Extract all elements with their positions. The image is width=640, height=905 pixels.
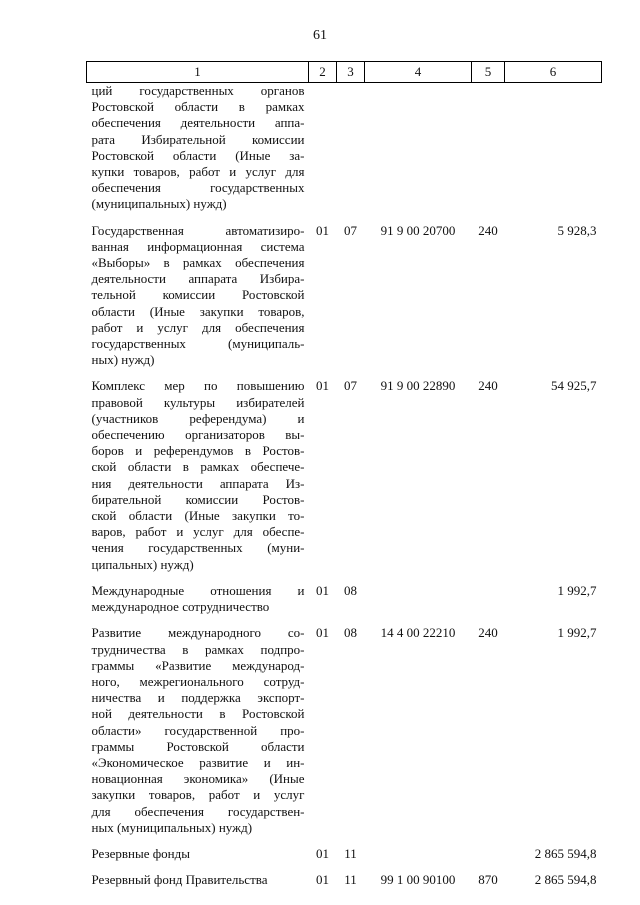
- row-description: [87, 617, 309, 838]
- description-line: боров и референдумов в Ростов-: [91, 443, 305, 459]
- target-article-code: 91 9 00 20700: [380, 222, 456, 238]
- amount-value: 54 925,7: [551, 378, 597, 394]
- subsection-code: [337, 83, 365, 215]
- description-line: ципальных) нужд): [91, 556, 194, 572]
- row-description: [87, 370, 309, 574]
- table-row: [87, 370, 602, 574]
- description-line: закупки товаров, работ и услуг: [91, 787, 305, 803]
- description-line: государственных (муниципаль-: [91, 336, 305, 352]
- description-line: варов, работ и услуг для обеспе-: [91, 524, 305, 540]
- description-line: для обеспечения государствен-: [91, 803, 305, 819]
- row-description: [87, 83, 309, 215]
- description-line: «Выборы» в рамках обеспечения: [91, 255, 305, 271]
- description-line: обеспечения государственных: [91, 180, 305, 196]
- amount-value: 2 865 594,8: [534, 872, 597, 888]
- description-line: Ростовской области (Иные за-: [91, 147, 305, 163]
- table-row: [87, 617, 602, 838]
- description-line: ничества и поддержка экспорт-: [91, 690, 305, 706]
- description-line: тельной комиссии Ростовской: [91, 287, 305, 303]
- description-line: обеспечения деятельности аппа-: [91, 115, 305, 131]
- column-header: 5: [472, 62, 505, 83]
- description-line: международное сотрудничество: [91, 599, 270, 615]
- amount-value: 1 992,7: [557, 582, 597, 598]
- target-article-code: [365, 575, 472, 617]
- column-number-header-row: [87, 62, 602, 83]
- description-line: области (Иные закупки товаров,: [91, 303, 305, 319]
- description-line: ской области (Иные закупки то-: [91, 508, 305, 524]
- section-code: 01: [316, 872, 329, 888]
- target-article-code: [365, 83, 472, 215]
- row-description: [87, 838, 309, 864]
- subsection-code: 08: [344, 582, 357, 598]
- description-line: деятельности аппарата Избира-: [91, 271, 305, 287]
- description-line: ций государственных органов: [91, 83, 305, 98]
- description-line: ния деятельности аппарата Из-: [91, 475, 305, 491]
- target-article-code: 99 1 00 90100: [380, 872, 456, 888]
- expense-type-code: 240: [478, 222, 498, 238]
- row-description: [87, 575, 309, 617]
- description-line: области» государственной про-: [91, 722, 305, 738]
- description-line: Резервный фонд Правительства: [91, 872, 268, 888]
- description-line: купки товаров, работ и услуг для: [91, 164, 305, 180]
- description-line: ных) нужд): [91, 352, 155, 368]
- expense-type-code: 870: [478, 872, 498, 888]
- table-row: [87, 83, 602, 215]
- column-header: 6: [505, 62, 602, 83]
- amount-value: 2 865 594,8: [534, 845, 597, 861]
- section-code: 01: [316, 845, 329, 861]
- row-description: [87, 864, 309, 890]
- column-header: 2: [309, 62, 337, 83]
- subsection-code: 07: [344, 222, 357, 238]
- table-row: [87, 838, 602, 864]
- description-line: бирательной комиссии Ростов-: [91, 491, 305, 507]
- subsection-code: 07: [344, 378, 357, 394]
- description-line: ной деятельности в Ростовской: [91, 706, 305, 722]
- expense-type-code: 240: [478, 378, 498, 394]
- description-line: правовой культуры избирателей: [91, 394, 305, 410]
- section-code: 01: [316, 582, 329, 598]
- target-article-code: [365, 838, 472, 864]
- table-row: [87, 575, 602, 617]
- subsection-code: 11: [344, 845, 357, 861]
- section-code: 01: [316, 378, 329, 394]
- description-line: «Экономическое развитие и ин-: [91, 754, 305, 770]
- description-line: Развитие международного со-: [91, 625, 305, 641]
- description-line: работ и услуг для обеспечения: [91, 319, 305, 335]
- page-number: 61: [313, 28, 327, 43]
- expense-type-code: [472, 575, 505, 617]
- table-body: [87, 83, 602, 891]
- description-line: ской области в рамках обеспече-: [91, 459, 305, 475]
- subsection-code: 08: [344, 625, 357, 641]
- row-description: [87, 215, 309, 371]
- column-header: 3: [337, 62, 365, 83]
- expense-type-code: [472, 83, 505, 215]
- description-line: Ростовской области в рамках: [91, 99, 305, 115]
- description-line: ных (муниципальных) нужд): [91, 819, 253, 835]
- target-article-code: 91 9 00 22890: [380, 378, 456, 394]
- table-row: [87, 215, 602, 371]
- description-line: Резервные фонды: [91, 845, 190, 861]
- section-code: 01: [316, 625, 329, 641]
- description-line: новационная экономика» (Иные: [91, 771, 305, 787]
- description-line: Государственная автоматизиро-: [91, 222, 305, 238]
- column-header: 1: [87, 62, 309, 83]
- amount-value: 1 992,7: [557, 625, 597, 641]
- table-row: [87, 864, 602, 890]
- amount-value: 5 928,3: [557, 222, 597, 238]
- expense-type-code: 240: [478, 625, 498, 641]
- budget-table: [86, 61, 602, 890]
- description-line: чения государственных (муни-: [91, 540, 305, 556]
- amount-value: [505, 83, 602, 215]
- description-line: Комплекс мер по повышению: [91, 378, 305, 394]
- description-line: обеспечению организаторов вы-: [91, 427, 305, 443]
- section-code: 01: [316, 222, 329, 238]
- description-line: граммы Ростовской области: [91, 738, 305, 754]
- subsection-code: 11: [344, 872, 357, 888]
- description-line: (муниципальных) нужд): [91, 196, 227, 212]
- column-header: 4: [365, 62, 472, 83]
- section-code: [309, 83, 337, 215]
- description-line: ванная информационная система: [91, 238, 305, 254]
- description-line: Международные отношения и: [91, 582, 305, 598]
- description-line: трудничества в рамках подпро-: [91, 641, 305, 657]
- target-article-code: 14 4 00 22210: [380, 625, 456, 641]
- description-line: граммы «Развитие международ-: [91, 657, 305, 673]
- expense-type-code: [472, 838, 505, 864]
- description-line: ного, межрегионального сотруд-: [91, 673, 305, 689]
- description-line: рата Избирательной комиссии: [91, 131, 305, 147]
- description-line: (участников референдума) и: [91, 410, 305, 426]
